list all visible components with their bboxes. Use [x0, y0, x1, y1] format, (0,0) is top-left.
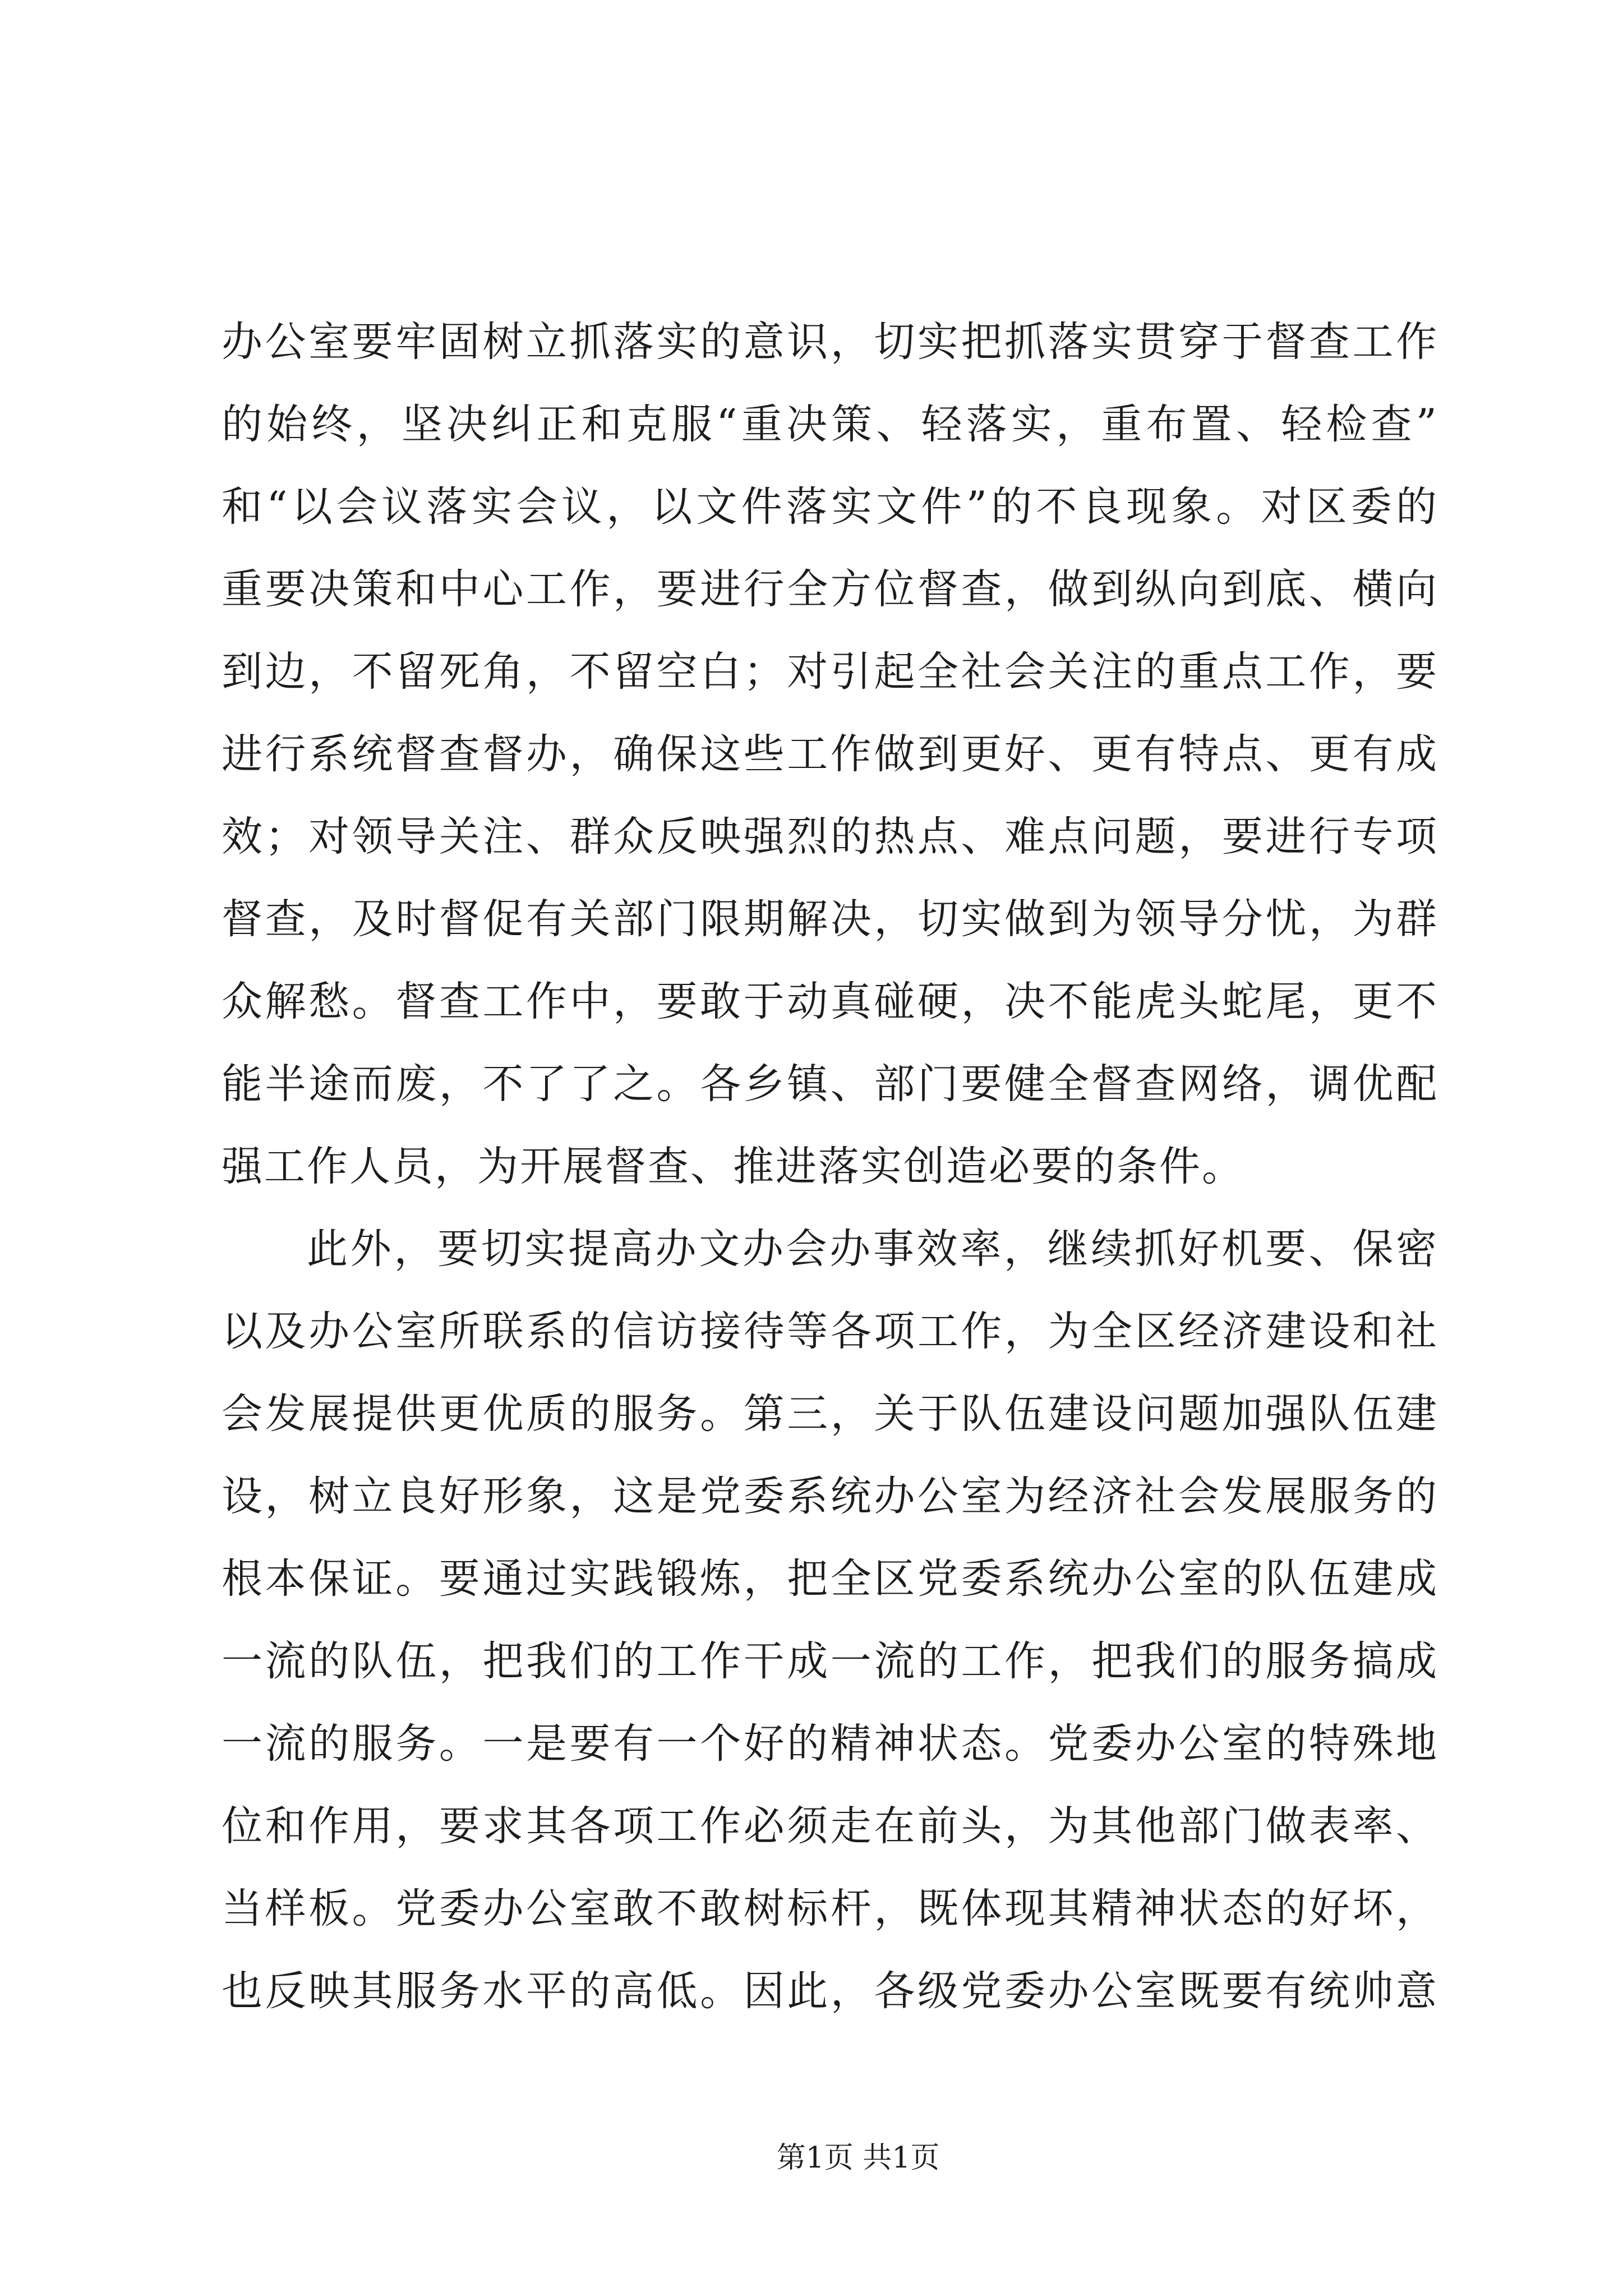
text-line: 效；对领导关注、群众反映强烈的热点、难点问题，要进行专项 — [222, 813, 1438, 861]
text-line: 重要决策和中心工作，要进行全方位督查，做到纵向到底、横向 — [222, 565, 1438, 613]
paragraph — [222, 301, 1438, 1208]
text-line: 众解愁。督查工作中，要敢于动真碰硬，决不能虎头蛇尾，更不 — [222, 978, 1438, 1025]
text-line: 一流的服务。一是要有一个好的精神状态。党委办公室的特殊地 — [222, 1720, 1438, 1768]
text-line: 根本保证。要通过实践锻炼，把全区党委系统办公室的队伍建成 — [222, 1555, 1438, 1603]
text-line: 一流的队伍，把我们的工作干成一流的工作，把我们的服务搞成 — [222, 1637, 1438, 1685]
text-line: 的始终，坚决纠正和克服“重决策、轻落实，重布置、轻检查” — [222, 401, 1438, 448]
text-line: 督查，及时督促有关部门限期解决，切实做到为领导分忧，为群 — [222, 895, 1438, 943]
text-line: 当样板。党委办公室敢不敢树标杆，既体现其精神状态的好坏， — [222, 1885, 1438, 1932]
text-line: 进行系统督查督办，确保这些工作做到更好、更有特点、更有成 — [222, 730, 1438, 778]
document-body — [222, 301, 1438, 2032]
text-line: 也反映其服务水平的高低。因此，各级党委办公室既要有统帅意 — [222, 1967, 1438, 2015]
text-line: 和“以会议落实会议，以文件落实文件”的不良现象。对区委的 — [222, 483, 1438, 531]
text-line: 能半途而废，不了了之。各乡镇、部门要健全督查网络，调优配 — [222, 1060, 1438, 1108]
text-line: 以及办公室所联系的信访接待等各项工作，为全区经济建设和社 — [222, 1308, 1438, 1355]
text-line: 会发展提供更优质的服务。第三，关于队伍建设问题加强队伍建 — [222, 1390, 1438, 1438]
text-line: 强工作人员，为开展督查、推进落实创造必要的条件。 — [222, 1143, 1244, 1190]
text-line: 此外，要切实提高办文办会办事效率，继续抓好机要、保密 — [307, 1225, 1438, 1273]
text-line: 到边，不留死角，不留空白；对引起全社会关注的重点工作，要 — [222, 648, 1438, 696]
text-line: 办公室要牢固树立抓落实的意识，切实把抓落实贯穿于督查工作 — [222, 318, 1438, 366]
paragraph — [222, 1208, 1438, 2032]
text-line: 位和作用，要求其各项工作必须走在前头，为其他部门做表率、 — [222, 1802, 1438, 1850]
text-line: 设，树立良好形象，这是党委系统办公室为经济社会发展服务的 — [222, 1473, 1438, 1520]
page-number-footer: 第1页 共1页 — [776, 2141, 940, 2175]
